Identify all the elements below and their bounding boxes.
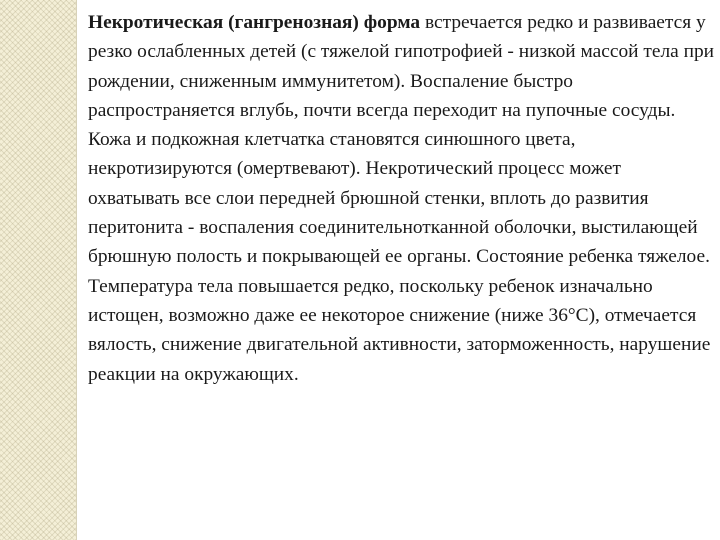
panel-divider bbox=[76, 0, 77, 540]
slide-body-text: встречается редко и развивается у резко ослабленных детей (с тяжелой гипотрофией - низкой массой тела при рождении, сниженным иммунитетом). Воспаление быстро распространяется вглубь, почти всегда переходит на пупочные сосуды. Кожа и подкожная клетчатка становятся синюшного цвета, некротизируются (омертвевают). Некротический процесс может охватывать все слои передней брюшной стенки, вплоть до развития перитонита - воспаления соединительнотканной оболочки, выстилающей брюшную полость и покрывающей ее органы. Состояние ребенка тяжелое. Температура тела повышается редко, поскольку ребенок изначально истощен, возможно даже ее некоторое снижение (ниже 36°С), отмечается вялость, снижение двигательной активности, заторможенность, нарушение реакции на окружающих. bbox=[88, 12, 715, 385]
slide-paragraph bbox=[88, 8, 716, 389]
decorative-side-panel bbox=[0, 0, 76, 540]
slide-term: Некротическая (гангренозная) форма bbox=[88, 12, 421, 33]
